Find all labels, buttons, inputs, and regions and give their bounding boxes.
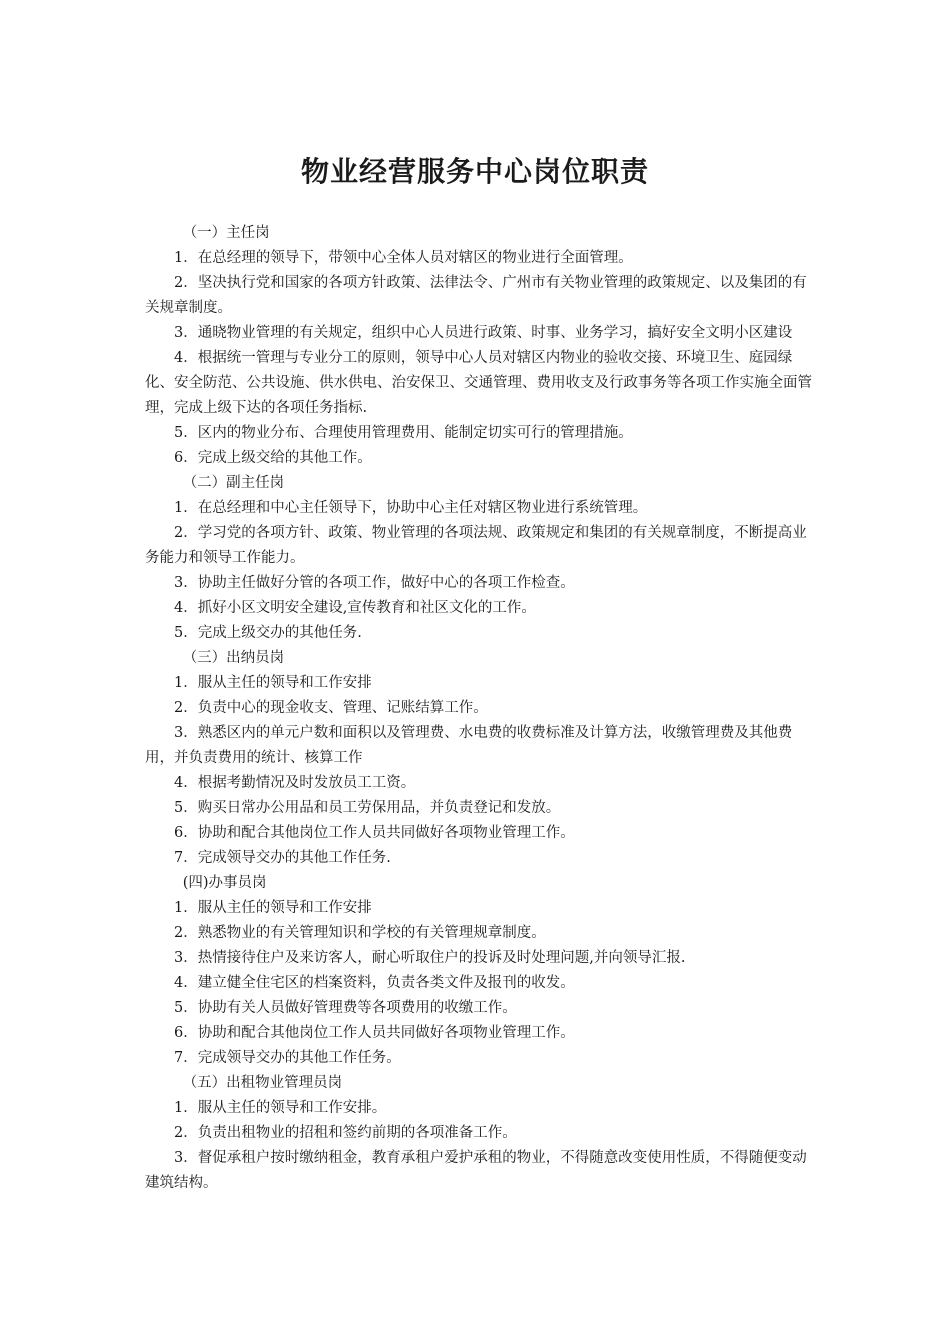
duty-item: 6．协助和配合其他岗位工作人员共同做好各项物业管理工作。 xyxy=(174,825,575,841)
document-body xyxy=(145,221,813,1196)
duty-item: 5．购买日常办公用品和员工劳保用品，并负责登记和发放。 xyxy=(174,800,561,816)
duty-item: 2．熟悉物业的有关管理知识和学校的有关管理规章制度。 xyxy=(174,925,546,941)
duty-item: 5．完成上级交办的其他任务. xyxy=(174,625,362,641)
duty-item: 1．在总经理的领导下，带领中心全体人员对辖区的物业进行全面管理。 xyxy=(174,250,633,266)
duty-item: 6．协助和配合其他岗位工作人员共同做好各项物业管理工作。 xyxy=(174,1025,575,1041)
section-heading: (四)办事员岗 xyxy=(182,875,267,891)
duty-item: 7．完成领导交办的其他工作任务. xyxy=(174,850,391,866)
section-heading: （三）出纳员岗 xyxy=(182,650,285,666)
duty-item: 6．完成上级交给的其他工作。 xyxy=(174,450,372,466)
duty-item: 3．协助主任做好分管的各项工作，做好中心的各项工作检查。 xyxy=(174,575,575,591)
duty-item: 5．区内的物业分布、合理使用管理费用、能制定切实可行的管理措施。 xyxy=(174,425,633,441)
duty-item: 1．服从主任的领导和工作安排 xyxy=(174,900,372,916)
duty-item: 4．根据考勤情况及时发放员工工资。 xyxy=(174,775,416,791)
section-heading: （一）主任岗 xyxy=(182,225,270,241)
duty-item: 3．熟悉区内的单元户数和面积以及管理费、水电费的收费标准及计算方法，收缴管理费及其他费用，并负责费用的统计、核算工作 xyxy=(145,725,793,766)
duty-item: 1．服从主任的领导和工作安排。 xyxy=(174,1100,387,1116)
duty-item: 2．负责出租物业的招租和签约前期的各项准备工作。 xyxy=(174,1125,517,1141)
duty-item: 1．服从主任的领导和工作安排 xyxy=(174,675,372,691)
section-heading: （二）副主任岗 xyxy=(182,475,285,491)
section-heading: （五）出租物业管理员岗 xyxy=(182,1075,343,1091)
document-title: 物业经营服务中心岗位职责 xyxy=(300,155,649,188)
duty-item: 3．督促承租户按时缴纳租金，教育承租户爱护承租的物业，不得随意改变使用性质，不得随便变动建筑结构。 xyxy=(145,1150,807,1191)
duty-item: 5．协助有关人员做好管理费等各项费用的收缴工作。 xyxy=(174,1000,517,1016)
duty-item: 7．完成领导交办的其他工作任务。 xyxy=(174,1050,401,1066)
duty-item: 2．学习党的各项方针、政策、物业管理的各项法规、政策规定和集团的有关规章制度，不断提高业务能力和领导工作能力。 xyxy=(145,525,807,566)
duty-item: 3．热情接待住户及来访客人，耐心听取住户的投诉及时处理问题,并向领导汇报. xyxy=(174,950,686,966)
duty-item: 2．坚决执行党和国家的各项方针政策、法律法令、广州市有关物业管理的政策规定、以及集团的有关规章制度。 xyxy=(145,275,807,316)
duty-item: 4．建立健全住宅区的档案资料，负责各类文件及报刊的收发。 xyxy=(174,975,575,991)
duty-item: 4．根据统一管理与专业分工的原则，领导中心人员对辖区内物业的验收交接、环境卫生、庭园绿化、安全防范、公共设施、供水供电、治安保卫、交通管理、费用收支及行政事务等各项工作实施全面管理，完成上级下达的各项任务指标. xyxy=(145,350,812,416)
duty-item: 3．通晓物业管理的有关规定，组织中心人员进行政策、时事、业务学习，搞好安全文明小区建设 xyxy=(174,325,793,341)
duty-item: 4．抓好小区文明安全建设,宣传教育和社区文化的工作。 xyxy=(174,600,536,616)
duty-item: 2．负责中心的现金收支、管理、记账结算工作。 xyxy=(174,700,488,716)
duty-item: 1．在总经理和中心主任领导下，协助中心主任对辖区物业进行系统管理。 xyxy=(174,500,648,516)
